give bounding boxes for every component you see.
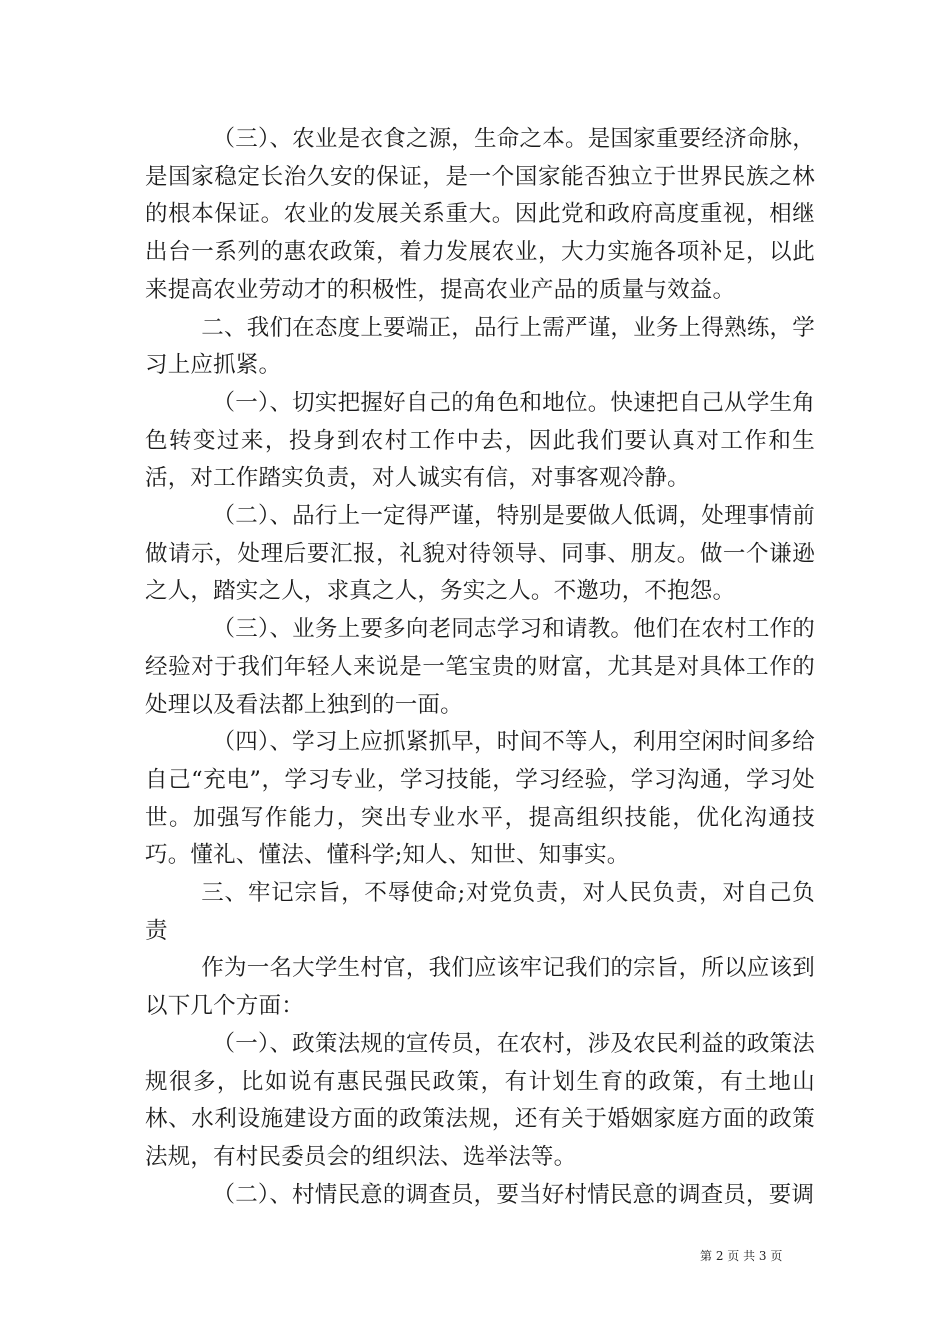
paragraph-study: （四）、学习上应抓紧抓早，时间不等人，利用空闲时间多给自己“充电”，学习专业，学习技能，学习经验，学习沟通，学习处世。加强写作能力，突出专业水平，提高组织技能，优化沟通技巧。懂礼、懂法、懂科学;知人、知世、知事实。 <box>145 729 815 869</box>
paragraph-business: （三）、业务上要多向老同志学习和请教。他们在农村工作的经验对于我们年轻人来说是一笔宝贵的财富，尤其是对具体工作的处理以及看法都上独到的一面。 <box>145 616 815 718</box>
document-body <box>145 121 815 1214</box>
paragraph-survey: （二）、村情民意的调查员，要当好村情民意的调查员，要调 <box>212 1181 815 1208</box>
paragraph-agriculture: （三）、农业是衣食之源，生命之本。是国家重要经济命脉，是国家稳定长治久安的保证，是一个国家能否独立于世界民族之林的根本保证。农业的发展关系重大。因此党和政府高度重视，相继出台一系列的惠农政策，着力发展农业，大力实施各项补足，以此来提高农业劳动才的积极性，提高农业产品的质量与效益。 <box>145 126 815 303</box>
section-heading-mission: 三、牢记宗旨，不辱使命;对党负责，对人民负责，对自己负责 <box>145 880 815 944</box>
section-heading-attitude: 二、我们在态度上要端正，品行上需严谨，业务上得熟练，学习上应抓紧。 <box>145 314 815 379</box>
paragraph-policy: （一）、政策法规的宣传员，在农村，涉及农民利益的政策法规很多，比如说有惠民强民政策，有计划生育的政策，有土地山林、水利设施建设方面的政策法规，还有关于婚姻家庭方面的政策法规，有村民委员会的组织法、选举法等。 <box>145 1030 815 1170</box>
paragraph-role: （一）、切实把握好自己的角色和地位。快速把自己从学生角色转变过来，投身到农村工作中去，因此我们要认真对工作和生活，对工作踏实负责，对人诚实有信，对事客观冷静。 <box>145 389 815 492</box>
paragraph-conduct: （二）、品行上一定得严谨，特别是要做人低调，处理事情前做请示，处理后要汇报，礼貌对待领导、同事、朋友。做一个谦逊之人，踏实之人，求真之人，务实之人。不邀功，不抱怨。 <box>145 503 815 605</box>
page-number: 第 2 页 共 3 页 <box>700 1249 783 1263</box>
paragraph-intro: 作为一名大学生村官，我们应该牢记我们的宗旨，所以应该到以下几个方面： <box>145 955 815 1020</box>
